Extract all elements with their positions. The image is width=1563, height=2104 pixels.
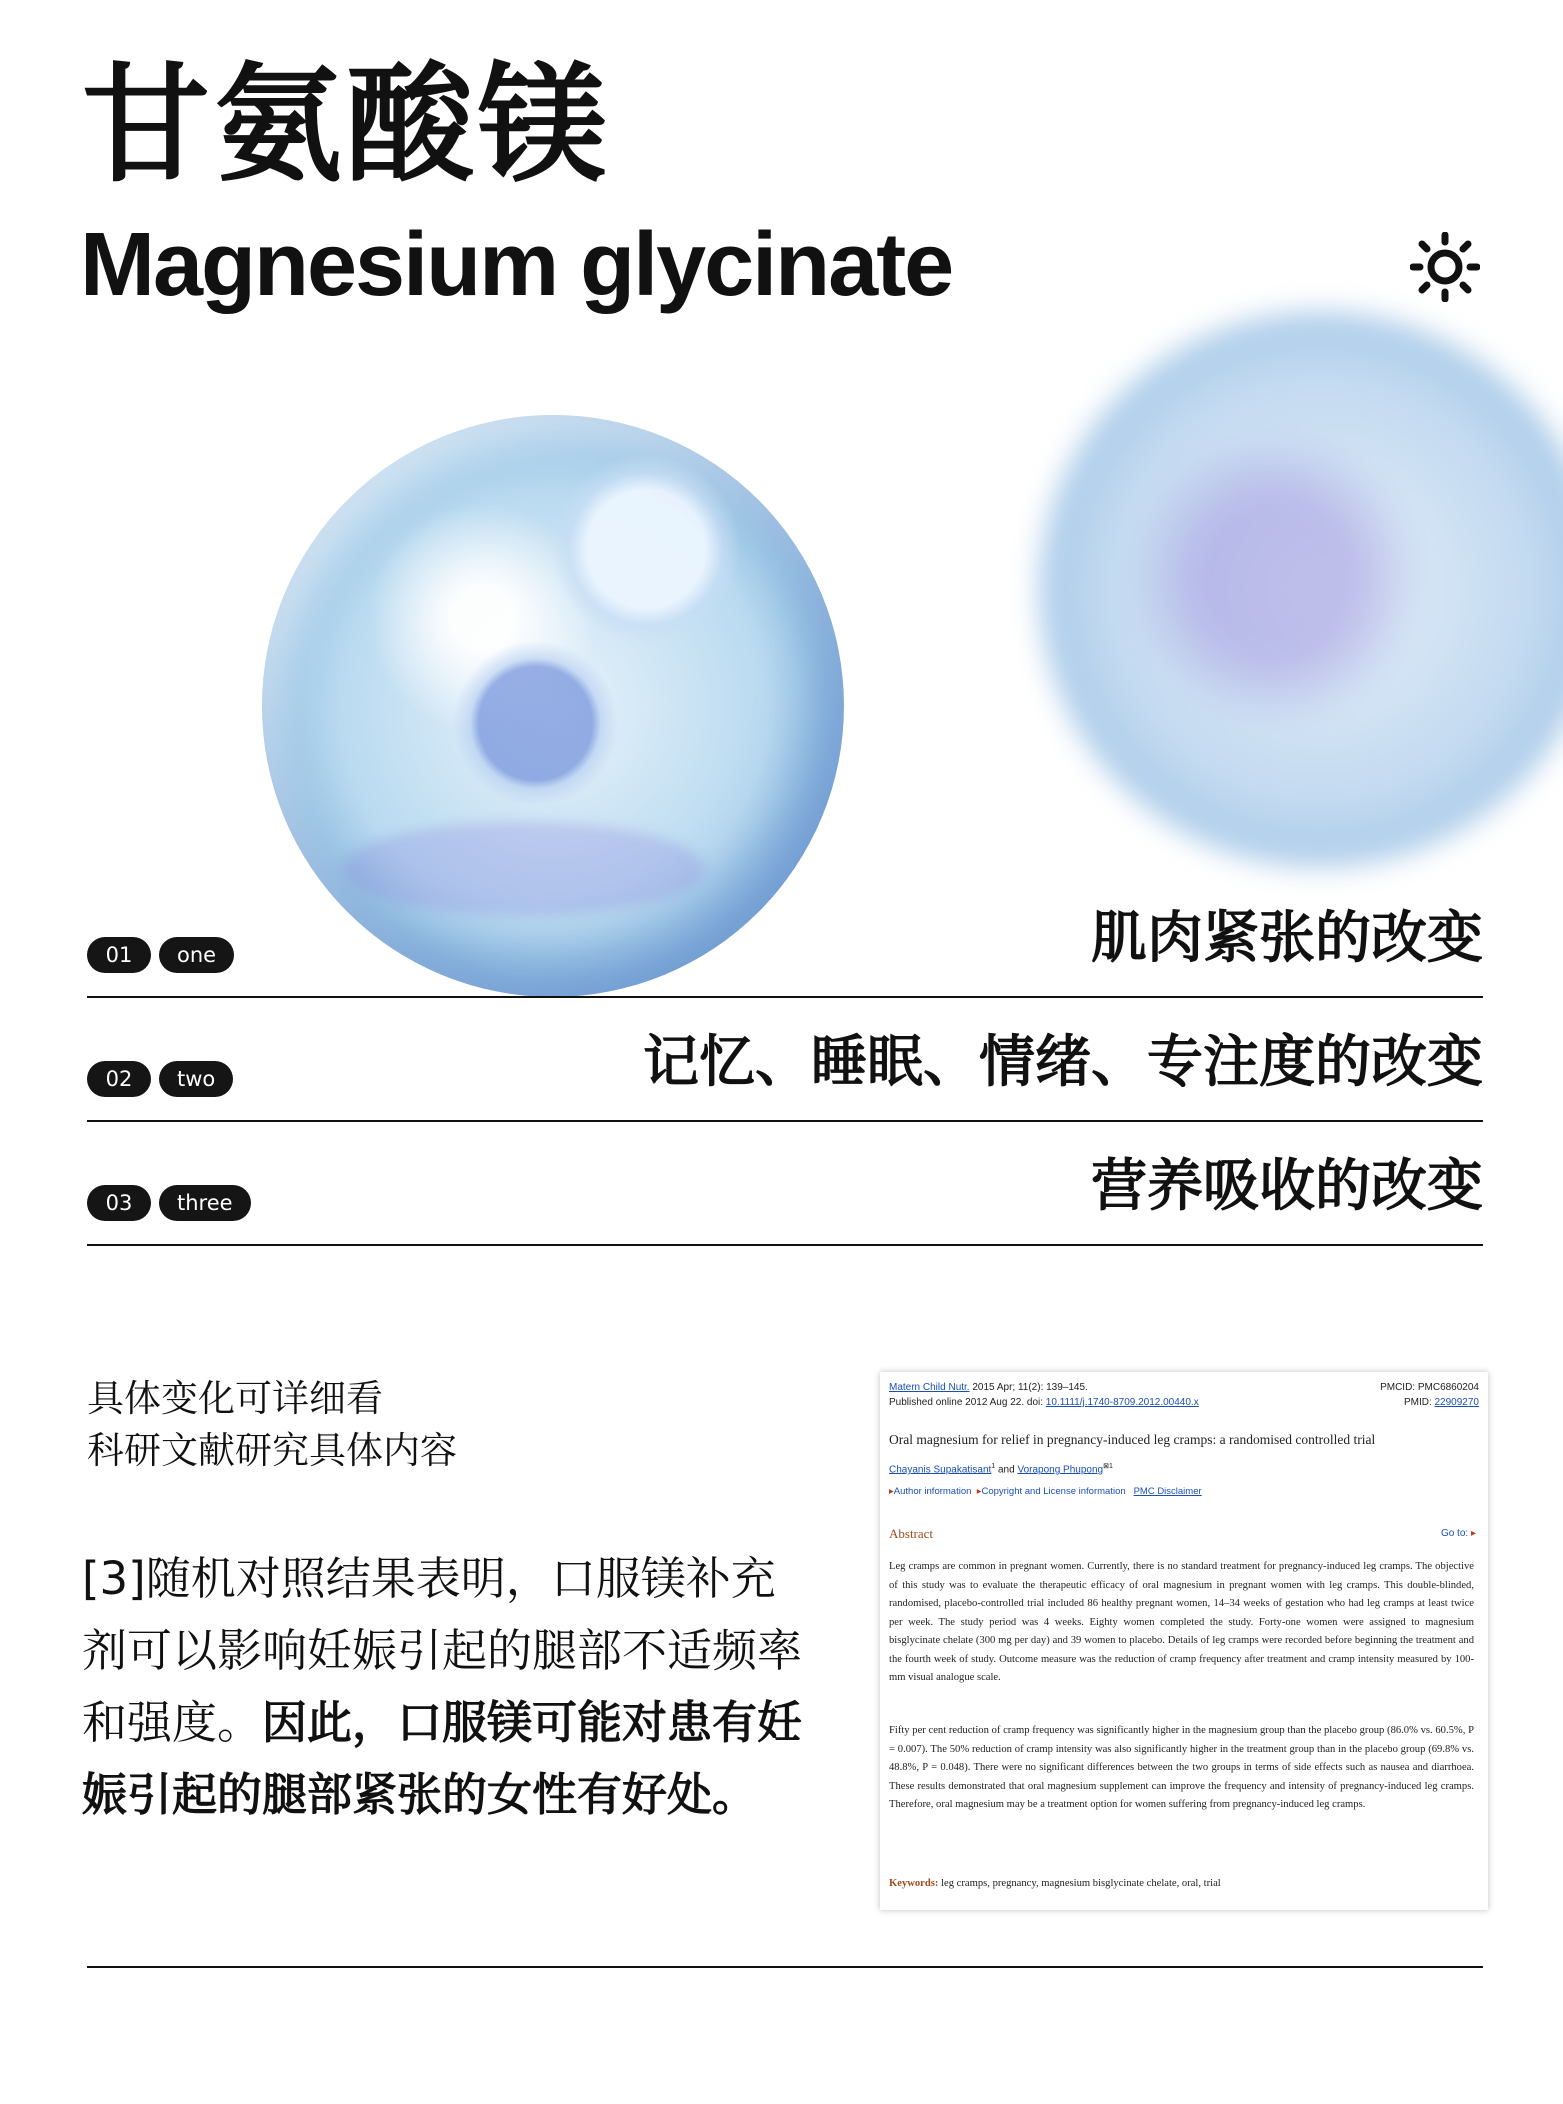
paper-title: Oral magnesium for relief in pregnancy-induced leg cramps: a randomised controlled trial [889,1432,1376,1447]
list-item-label: 记忆、睡眠、情绪、专注度的改变 [643,1030,1483,1095]
list-item [87,997,1483,1122]
word-badge: two [159,1061,233,1097]
divider [87,1244,1483,1246]
paper-meta [889,1380,1479,1410]
keywords-label: Keywords: [889,1878,939,1889]
pmid-label: PMID: [1403,1397,1435,1408]
list-item-label: 肌肉紧张的改变 [1091,906,1483,971]
number-badge: 03 [87,1185,151,1221]
note-line: 科研文献研究具体内容 [87,1429,457,1472]
caret-right-icon: ▸ [1470,1528,1476,1539]
abstract-paragraph: Fifty per cent reduction of cramp frequency was significantly higher in the magnesium group than the placebo group (86.0% vs. 60.5%, P = 0.007). The 50% reduction of cramp intensity was also significantly higher in the treatment group than in the placebo group (69.8% vs. 48.8%, P = 0.048). There were no significant differences between the two groups in terms of side effects such as nausea and diarrhoea. These results demonstrated that oral magnesium supplement can improve the frequency and intensity of pregnancy-induced leg cramps. Therefore, oral magnesium may be a treatment option for women suffering from pregnancy-induced leg cramps. [889,1725,1474,1810]
author-link[interactable]: Vorapong Phupong [1017,1464,1104,1476]
journal-link[interactable]: Matern Child Nutr. [889,1382,970,1393]
citation: 2015 Apr; 11(2): 139–145. [969,1382,1088,1393]
note-line: 具体变化可详细看 [87,1377,383,1420]
list-item [87,1121,1483,1246]
pmcid: PMCID: PMC6860204 [1380,1382,1479,1393]
goto-label: Go to: [1440,1528,1469,1539]
summary-text: [3]随机对照结果表明，口服镁补充剂可以影响妊娠引起的腿部不适频率和强度。 [82,1552,803,1749]
author-info-link[interactable]: Author information [893,1486,972,1497]
word-badge: one [159,937,234,973]
goto-link[interactable] [1441,1528,1476,1539]
summary-conclusion: 因此，口服镁可能对患有妊娠引起的腿部紧张的女性有好处。 [82,1696,803,1821]
paper-authors: Chayanis Supakatisant$^1$ and Vorapong Phupong$^{⊠1}$ [889,1463,1113,1476]
list-item [87,873,1483,998]
number-badge: 02 [87,1061,151,1097]
keywords [889,1878,1221,1889]
study-summary [82,1543,812,1831]
caret-right-icon: ▸ [889,1486,894,1497]
license-link[interactable]: Copyright and License information [981,1486,1126,1497]
published-label: Published online 2012 Aug 22. doi: [889,1397,1046,1408]
list-item-label: 营养吸收的改变 [1091,1154,1483,1219]
reference-note [87,1373,457,1477]
abstract-heading: Abstract [889,1526,934,1541]
keywords-value: leg cramps, pregnancy, magnesium bisglycinate chelate, oral, trial [938,1878,1221,1889]
paper-screenshot [880,1372,1488,1910]
title-english: Magnesium glycinate [80,215,953,315]
paper-links [889,1486,1202,1497]
author-separator: and [995,1464,1018,1476]
sun-icon [1410,232,1480,302]
abstract-paragraph: Leg cramps are common in pregnant women. Currently, there is no standard treatment for pregnancy-induced leg cramps. The objective of this study was to evaluate the therapeutic efficacy of oral magnesium in pregnant women with leg cramps. This double-blinded, randomised, placebo-controlled trial included 86 healthy pregnant women, 14–34 weeks of gestation who had leg cramps at least twice per week. The study period was 4 weeks. Eighty women completed the study. Forty-one women were assigned to magnesium bisglycinate chelate (300 mg per day) and 39 women to placebo. Details of leg cramps were recorded before beginning the treatment and the fourth week of study. Outcome measure was the reduction of cramp frequency after treatment and cramp intensity measured by 100-mm visual analogue scale. [889,1561,1474,1683]
divider [87,1966,1483,1968]
number-badge: 01 [87,937,151,973]
caret-right-icon: ▸ [976,1486,982,1497]
disclaimer-link[interactable]: PMC Disclaimer [1133,1486,1202,1497]
doi-link[interactable]: 10.1111/j.1740-8709.2012.00440.x [1045,1397,1199,1408]
blurred-sphere-image [1040,312,1563,867]
title-chinese: 甘氨酸镁 [82,51,611,200]
pmid-link[interactable]: 22909270 [1434,1397,1479,1408]
word-badge: three [159,1185,251,1221]
author-link[interactable]: Chayanis Supakatisant [889,1464,992,1476]
